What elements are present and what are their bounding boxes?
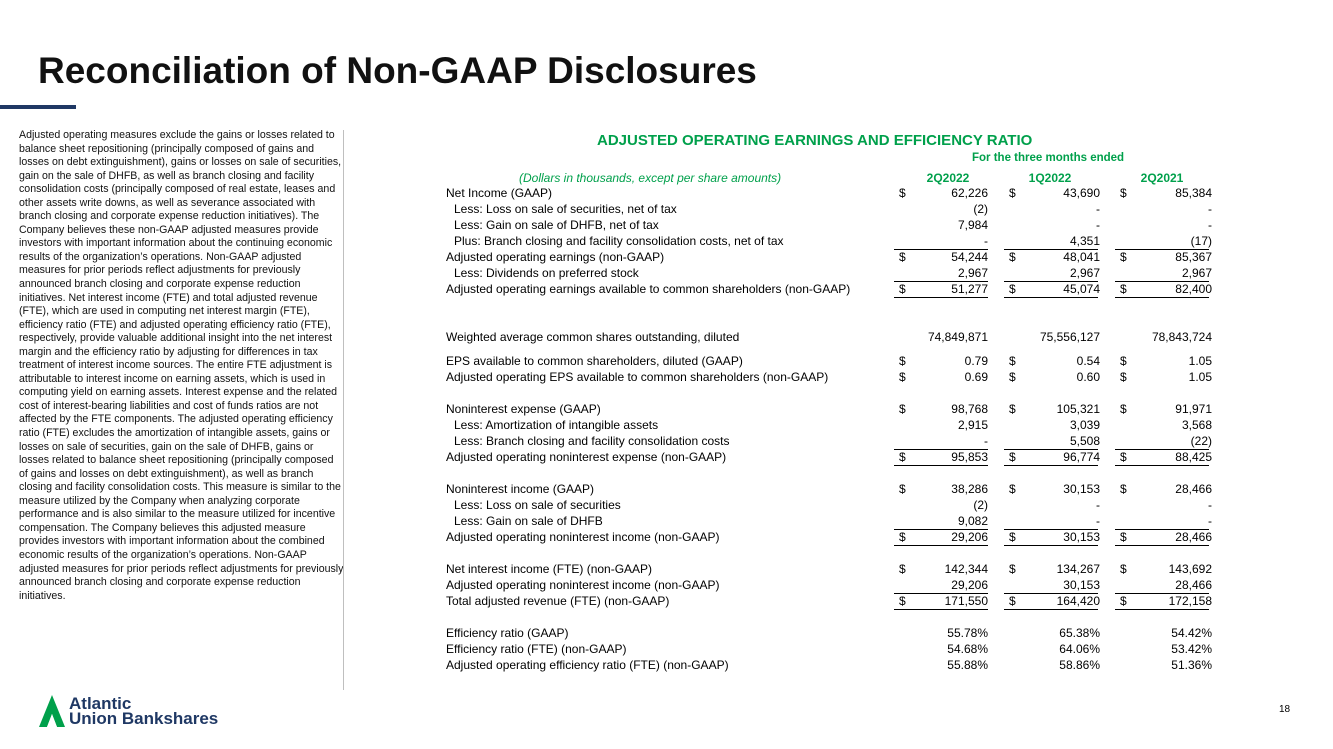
row-value-2q2021: 85,384: [1175, 186, 1212, 200]
row-label: Adjusted operating noninterest expense (non-GAAP): [446, 450, 727, 464]
row-value-1q2022: 58.86%: [1059, 658, 1100, 672]
table-row: [0, 594, 1333, 610]
row-value-2q2021: 51.36%: [1171, 658, 1212, 672]
row-value-2q2021: (22): [1190, 434, 1212, 448]
row-value-1q2022: 164,420: [1056, 594, 1100, 608]
row-value-2q2021: 53.42%: [1171, 642, 1212, 656]
table-row: [0, 658, 1333, 674]
row-value-2q2021: 82,400: [1175, 282, 1212, 296]
row-label: Adjusted operating efficiency ratio (FTE) (non-GAAP): [446, 658, 729, 672]
row-label: Adjusted operating EPS available to common shareholders (non-GAAP): [446, 370, 829, 384]
row-value-1q2022: 64.06%: [1059, 642, 1100, 656]
row-label: Efficiency ratio (FTE) (non-GAAP): [446, 642, 627, 656]
total-underline: [1115, 297, 1209, 298]
row-value-2q2022: 29,206: [951, 530, 988, 544]
currency-symbol: $: [1120, 282, 1127, 296]
table-row: [0, 370, 1333, 386]
units-note: (Dollars in thousands, except per share amounts): [519, 171, 782, 185]
atlantic-union-logo-mark-icon: [38, 694, 66, 728]
currency-symbol: $: [1009, 562, 1016, 576]
row-value-2q2021: (17): [1190, 234, 1212, 248]
column-header-1q2022: 1Q2022: [1028, 171, 1072, 185]
row-value-2q2022: (2): [973, 498, 988, 512]
currency-symbol: $: [1120, 450, 1127, 464]
row-label: Total adjusted revenue (FTE) (non-GAAP): [446, 594, 670, 608]
currency-symbol: $: [899, 450, 906, 464]
currency-symbol: $: [1009, 282, 1016, 296]
total-underline: [1115, 465, 1209, 466]
table-row: [0, 218, 1333, 234]
row-value-2q2021: 28,466: [1175, 482, 1212, 496]
currency-symbol: $: [1120, 594, 1127, 608]
table-row: [0, 434, 1333, 450]
row-value-2q2022: 74,849,871: [927, 330, 988, 344]
row-value-2q2021: -: [1208, 514, 1212, 528]
row-value-2q2022: 0.69: [964, 370, 988, 384]
row-value-2q2021: 1.05: [1188, 354, 1212, 368]
row-value-1q2022: 30,153: [1063, 482, 1100, 496]
total-underline: [1004, 545, 1098, 546]
row-value-2q2021: 88,425: [1175, 450, 1212, 464]
row-label: EPS available to common shareholders, diluted (GAAP): [446, 354, 743, 368]
row-value-1q2022: 4,351: [1069, 234, 1100, 248]
row-label: Less: Amortization of intangible assets: [454, 418, 659, 432]
row-value-2q2022: 0.79: [964, 354, 988, 368]
table-row: [0, 578, 1333, 594]
table-row: [0, 498, 1333, 514]
row-value-2q2021: 3,568: [1181, 418, 1212, 432]
table-row: [0, 266, 1333, 282]
logo-line-1: Atlantic: [69, 694, 132, 713]
table-title: ADJUSTED OPERATING EARNINGS AND EFFICIENCY RATIO: [597, 132, 1033, 149]
company-logo: [38, 694, 218, 728]
row-value-2q2021: 172,158: [1168, 594, 1212, 608]
table-row: [0, 418, 1333, 434]
currency-symbol: $: [1009, 370, 1016, 384]
row-label: Adjusted operating noninterest income (non-GAAP): [446, 578, 720, 592]
row-value-2q2021: 91,971: [1175, 402, 1212, 416]
row-value-1q2022: 2,967: [1069, 266, 1100, 280]
table-row: [0, 186, 1333, 202]
row-value-2q2022: 2,915: [957, 418, 988, 432]
row-value-2q2022: 142,344: [944, 562, 988, 576]
row-value-1q2022: 30,153: [1063, 578, 1100, 592]
row-value-1q2022: 45,074: [1063, 282, 1100, 296]
row-value-1q2022: 0.60: [1076, 370, 1100, 384]
table-row: [0, 562, 1333, 578]
row-label: Noninterest expense (GAAP): [446, 402, 601, 416]
row-label: Less: Dividends on preferred stock: [454, 266, 639, 280]
row-value-2q2022: 38,286: [951, 482, 988, 496]
row-value-2q2021: 143,692: [1168, 562, 1212, 576]
table-row: [0, 626, 1333, 642]
row-value-2q2022: 62,226: [951, 186, 988, 200]
total-underline: [894, 609, 988, 610]
table-row: [0, 642, 1333, 658]
row-label: Less: Loss on sale of securities: [454, 498, 621, 512]
table-row: [0, 450, 1333, 466]
row-label: Less: Loss on sale of securities, net of tax: [454, 202, 677, 216]
row-value-2q2021: 2,967: [1181, 266, 1212, 280]
table-row: [0, 202, 1333, 218]
table-row: [0, 330, 1333, 346]
currency-symbol: $: [1009, 402, 1016, 416]
row-value-2q2022: 55.78%: [947, 626, 988, 640]
row-value-1q2022: -: [1096, 202, 1100, 216]
row-value-2q2022: 51,277: [951, 282, 988, 296]
sidebar-explanation-text: Adjusted operating measures exclude the gains or losses related to balance sheet repositioning (principally composed of gains and losses on debt extinguishment), gains or losses on sale of securities, gain on the sale of DHFB, as well as branch closing and facility consolidation costs (principally composed of real estate, leases and other assets write downs, as well as severance associated with branch closing and corporate expense reduction initiatives). The Company believes these non-GAAP adjusted measures provide investors with important information about the continuing economic results of the organization’s operations. Non-GAAP adjusted measures for prior periods reflect adjustments for previously announced branch closing and corporate expense reduction initiatives. Net interest income (FTE) and total adjusted revenue (FTE), which are used in computing net interest margin (FTE), efficiency ratio (FTE) and adjusted operating efficiency ratio (FTE), respectively, provide valuable additional insight into the net interest margin and the efficiency ratio by adjusting for differences in tax treatment of interest income sources. The entire FTE adjustment is attributable to interest income on earning assets, which is used in computing yield on earning assets. Interest expense and the related cost of interest-bearing liabilities and cost of funds ratios are not affected by the FTE components. The adjusted operating efficiency ratio (FTE) excludes the amortization of intangible assets, gains or losses on sale of securities, gain on the sale of DHFB, gains or losses related to balance sheet repositioning (principally composed of gains and losses on debt extinguishment), as well as branch closing and facility consolidation costs. This measure is similar to the measure utilized by the Company when analyzing corporate performance and is also similar to the measure utilized for incentive compensation. The Company believes this adjusted measure provides investors with important information about the combined economic results of the organization’s operations. Non-GAAP adjusted measures for prior periods reflect adjustments for previously announced branch closing and corporate expense reduction initiatives.: [19, 129, 344, 602]
row-value-2q2021: -: [1208, 218, 1212, 232]
row-value-1q2022: 75,556,127: [1039, 330, 1100, 344]
total-underline: [1115, 545, 1209, 546]
row-value-1q2022: 48,041: [1063, 250, 1100, 264]
currency-symbol: $: [899, 186, 906, 200]
row-value-2q2022: -: [984, 434, 988, 448]
row-value-2q2022: 55.88%: [947, 658, 988, 672]
currency-symbol: $: [1009, 450, 1016, 464]
row-value-2q2022: 98,768: [951, 402, 988, 416]
currency-symbol: $: [899, 594, 906, 608]
currency-symbol: $: [1009, 186, 1016, 200]
currency-symbol: $: [1009, 594, 1016, 608]
row-label: Weighted average common shares outstanding, diluted: [446, 330, 740, 344]
row-label: Noninterest income (GAAP): [446, 482, 595, 496]
row-value-2q2022: 9,082: [957, 514, 988, 528]
currency-symbol: $: [1120, 402, 1127, 416]
row-value-1q2022: 5,508: [1069, 434, 1100, 448]
row-value-1q2022: -: [1096, 514, 1100, 528]
page-title: Reconciliation of Non-GAAP Disclosures: [38, 50, 757, 91]
row-value-2q2022: 54,244: [951, 250, 988, 264]
row-value-2q2021: -: [1208, 498, 1212, 512]
currency-symbol: $: [899, 370, 906, 384]
currency-symbol: $: [1120, 530, 1127, 544]
currency-symbol: $: [1120, 370, 1127, 384]
currency-symbol: $: [899, 250, 906, 264]
row-label: Less: Gain on sale of DHFB: [454, 514, 603, 528]
column-header-2q2021: 2Q2021: [1140, 171, 1184, 185]
currency-symbol: $: [899, 530, 906, 544]
currency-symbol: $: [1009, 530, 1016, 544]
total-underline: [1004, 465, 1098, 466]
currency-symbol: $: [1120, 482, 1127, 496]
row-value-2q2021: 54.42%: [1171, 626, 1212, 640]
row-label: Less: Branch closing and facility consolidation costs: [454, 434, 730, 448]
page-number: 18: [1279, 704, 1291, 715]
table-row: [0, 234, 1333, 250]
row-value-2q2021: 1.05: [1188, 370, 1212, 384]
currency-symbol: $: [1009, 482, 1016, 496]
total-underline: [894, 545, 988, 546]
row-label: Net interest income (FTE) (non-GAAP): [446, 562, 653, 576]
row-value-1q2022: -: [1096, 498, 1100, 512]
row-value-2q2022: 95,853: [951, 450, 988, 464]
row-value-2q2022: 54.68%: [947, 642, 988, 656]
row-value-1q2022: 65.38%: [1059, 626, 1100, 640]
currency-symbol: $: [1120, 186, 1127, 200]
currency-symbol: $: [899, 562, 906, 576]
row-label: Adjusted operating earnings (non-GAAP): [446, 250, 665, 264]
table-row: [0, 530, 1333, 546]
row-value-2q2021: -: [1208, 202, 1212, 216]
currency-symbol: $: [899, 354, 906, 368]
row-value-2q2022: 171,550: [944, 594, 988, 608]
total-underline: [1004, 609, 1098, 610]
currency-symbol: $: [899, 482, 906, 496]
row-value-2q2021: 28,466: [1175, 530, 1212, 544]
row-value-2q2022: -: [984, 234, 988, 248]
total-underline: [894, 297, 988, 298]
currency-symbol: $: [1120, 250, 1127, 264]
row-label: Less: Gain on sale of DHFB, net of tax: [454, 218, 659, 232]
total-underline: [1115, 609, 1209, 610]
row-value-2q2022: 7,984: [957, 218, 988, 232]
currency-symbol: $: [1009, 354, 1016, 368]
row-value-2q2022: 29,206: [951, 578, 988, 592]
row-value-2q2021: 78,843,724: [1151, 330, 1212, 344]
currency-symbol: $: [899, 282, 906, 296]
row-value-1q2022: 3,039: [1069, 418, 1100, 432]
table-row: [0, 282, 1333, 298]
row-value-2q2022: (2): [973, 202, 988, 216]
total-underline: [894, 465, 988, 466]
table-row: [0, 482, 1333, 498]
period-header: For the three months ended: [972, 152, 1125, 164]
row-label: Net Income (GAAP): [446, 186, 553, 200]
row-value-1q2022: 43,690: [1063, 186, 1100, 200]
row-value-1q2022: 0.54: [1076, 354, 1100, 368]
row-value-1q2022: -: [1096, 218, 1100, 232]
row-label: Efficiency ratio (GAAP): [446, 626, 569, 640]
row-label: Adjusted operating noninterest income (non-GAAP): [446, 530, 720, 544]
currency-symbol: $: [1120, 562, 1127, 576]
currency-symbol: $: [1120, 354, 1127, 368]
currency-symbol: $: [1009, 250, 1016, 264]
logo-line-2: Union Bankshares: [69, 709, 219, 728]
row-value-1q2022: 134,267: [1056, 562, 1100, 576]
table-row: [0, 514, 1333, 530]
row-value-2q2022: 2,967: [957, 266, 988, 280]
row-value-2q2021: 28,466: [1175, 578, 1212, 592]
column-header-2q2022: 2Q2022: [926, 171, 970, 185]
row-value-1q2022: 105,321: [1056, 402, 1100, 416]
row-label: Adjusted operating earnings available to common shareholders (non-GAAP): [446, 282, 851, 296]
table-row: [0, 354, 1333, 370]
table-row: [0, 250, 1333, 266]
row-value-1q2022: 30,153: [1063, 530, 1100, 544]
table-row: [0, 402, 1333, 418]
row-label: Plus: Branch closing and facility consolidation costs, net of tax: [454, 234, 784, 248]
currency-symbol: $: [899, 402, 906, 416]
total-underline: [1004, 297, 1098, 298]
row-value-1q2022: 96,774: [1063, 450, 1100, 464]
row-value-2q2021: 85,367: [1175, 250, 1212, 264]
